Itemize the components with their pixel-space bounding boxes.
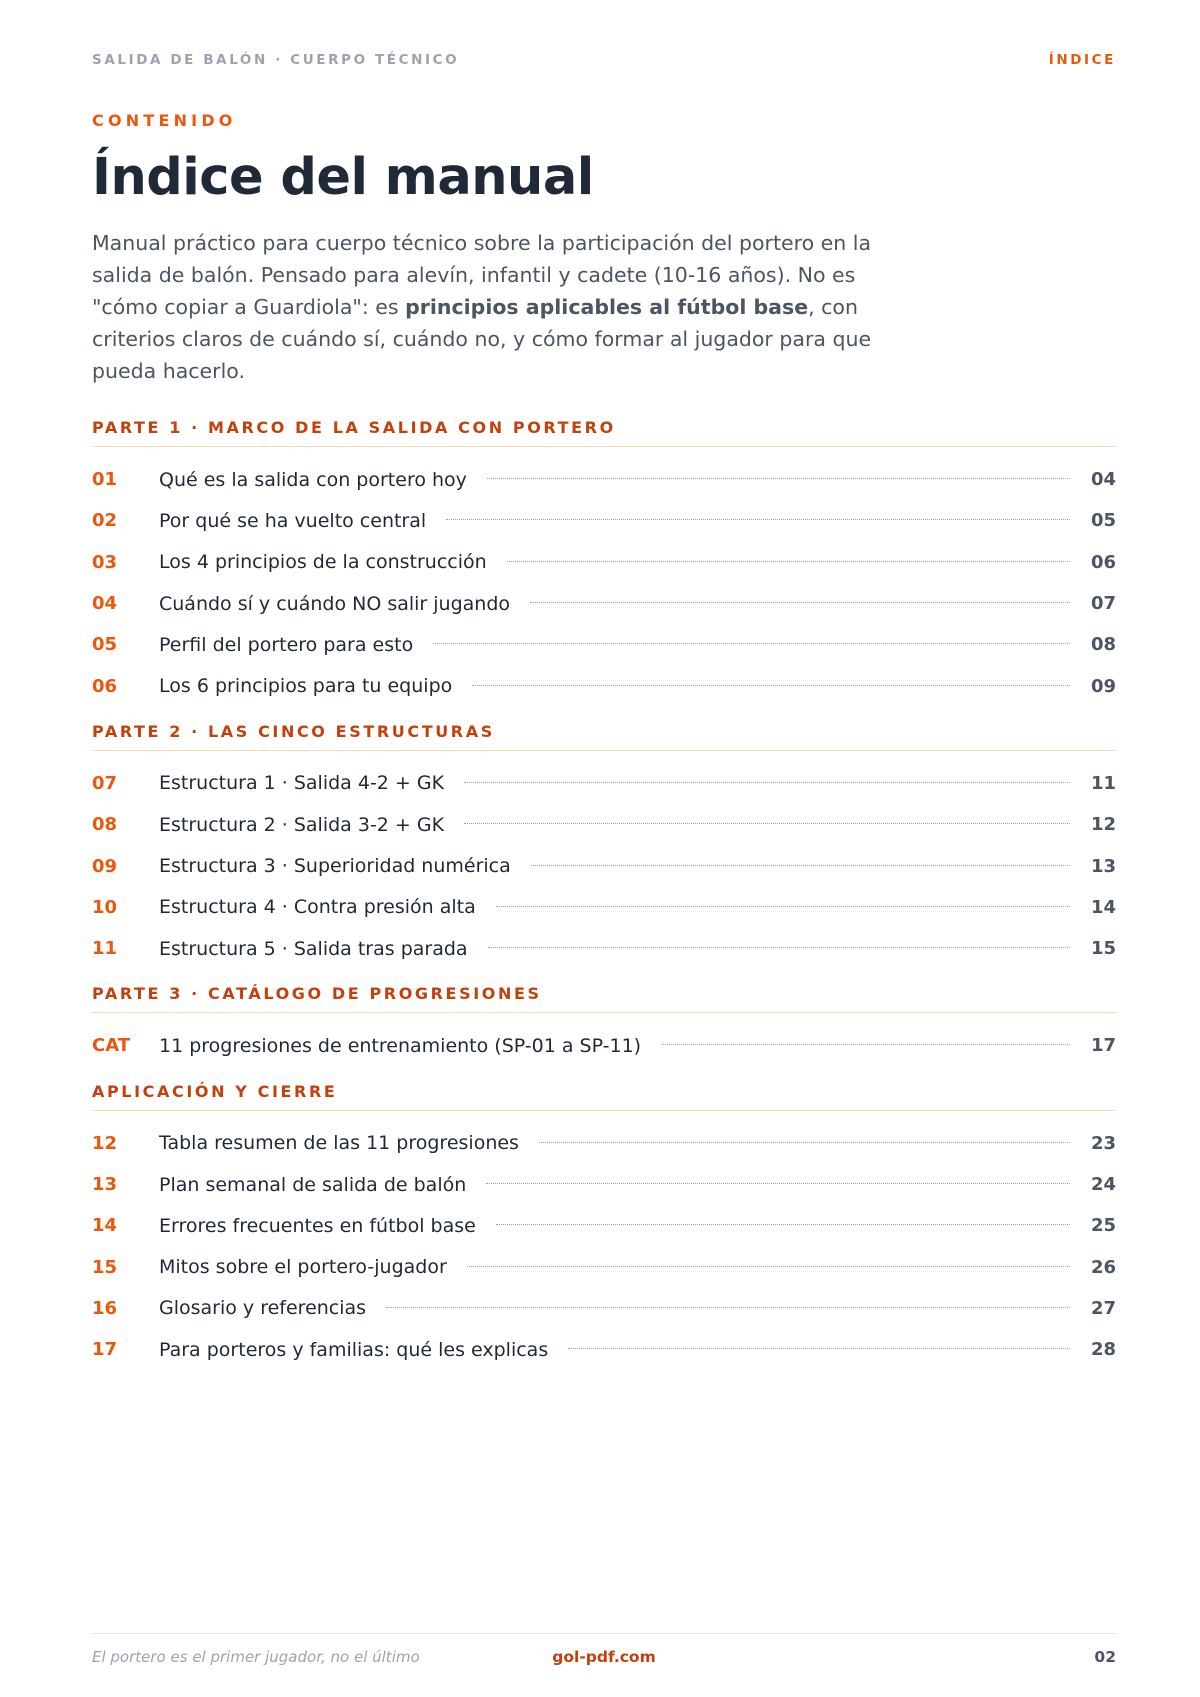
toc-section-heading: PARTE 3 · CATÁLOGO DE PROGRESIONES [92, 984, 1116, 1013]
toc-entry-page: 06 [1090, 551, 1116, 573]
toc-entry-number: 10 [92, 896, 118, 918]
intro-paragraph [92, 227, 922, 387]
toc-entry-number: 01 [92, 469, 118, 491]
toc-dot-leader [539, 1142, 1070, 1143]
toc-entry-number: 09 [92, 855, 118, 877]
toc-entry-number: 06 [92, 675, 118, 697]
toc-entry[interactable] [92, 1164, 1116, 1205]
toc-entry[interactable] [92, 459, 1116, 500]
toc-section-heading: PARTE 1 · MARCO DE LA SALIDA CON PORTERO [92, 418, 1116, 447]
eyebrow-label: CONTENIDO [92, 111, 237, 130]
toc-section [92, 418, 1116, 707]
footer-site-link[interactable]: gol-pdf.com [552, 1648, 656, 1666]
toc-entry-page: 05 [1090, 510, 1116, 532]
toc-entry[interactable] [92, 804, 1116, 845]
toc-entry-label: Perfil del portero para esto [159, 633, 414, 656]
toc-entry-label: Estructura 4 · Contra presión alta [159, 896, 476, 919]
toc-entry-page: 28 [1090, 1339, 1116, 1361]
toc-entry-number: 08 [92, 814, 118, 836]
toc-entry-page: 08 [1090, 634, 1116, 656]
footer-page-number: 02 [1094, 1648, 1116, 1666]
toc-entry-label: Los 4 principios de la construcción [159, 551, 487, 574]
toc-dot-leader [531, 865, 1070, 866]
toc-entry-label: Glosario y referencias [159, 1297, 367, 1320]
toc-dot-leader [487, 478, 1070, 479]
toc-entry[interactable] [92, 1205, 1116, 1246]
toc-entry[interactable] [92, 500, 1116, 541]
intro-text-bold: principios aplicables al fútbol base [405, 295, 809, 319]
toc-entry[interactable] [92, 1329, 1116, 1370]
intro-text-start: Manual práctico para cuerpo técnico sobre la participación del portero en la salida de balón. Pensado para alevín, infantil y cadete (10-16 años). No es "cómo copiar a Guardiola": es [92, 231, 872, 319]
toc-entry[interactable] [92, 928, 1116, 969]
running-header [92, 52, 1116, 68]
document-page [92, 0, 1116, 1697]
toc-entry[interactable] [92, 1288, 1116, 1329]
toc-dot-leader [530, 602, 1070, 603]
page-footer [92, 1633, 1116, 1666]
toc-dot-leader [568, 1348, 1070, 1349]
toc-entry[interactable] [92, 763, 1116, 804]
toc-entry[interactable] [92, 665, 1116, 706]
toc-dot-leader [486, 1183, 1070, 1184]
toc-entry-label: 11 progresiones de entrenamiento (SP-01 a SP-11) [159, 1034, 642, 1057]
toc-entry-label: Los 6 principios para tu equipo [159, 675, 453, 698]
toc-entry-label: Mitos sobre el portero-jugador [159, 1256, 447, 1279]
toc-entry-number: 05 [92, 634, 118, 656]
toc-entry-page: 23 [1090, 1132, 1116, 1154]
toc-entry[interactable] [92, 1123, 1116, 1164]
toc-entry-page: 13 [1090, 855, 1116, 877]
toc-entry-label: Estructura 2 · Salida 3-2 + GK [159, 813, 445, 836]
toc-dot-leader [464, 823, 1070, 824]
toc-entry[interactable] [92, 1246, 1116, 1287]
toc-section [92, 984, 1116, 1066]
footer-tagline: El portero es el primer jugador, no el último [92, 1648, 420, 1666]
toc-entry-number: 11 [92, 938, 118, 960]
toc-entry[interactable] [92, 583, 1116, 624]
toc-section [92, 722, 1116, 969]
toc-section [92, 1082, 1116, 1371]
toc-entry-page: 27 [1090, 1297, 1116, 1319]
toc-section-heading: APLICACIÓN Y CIERRE [92, 1082, 1116, 1111]
toc-dot-leader [472, 685, 1070, 686]
table-of-contents [92, 418, 1116, 1385]
toc-dot-leader [661, 1044, 1070, 1045]
toc-entry-label: Cuándo sí y cuándo NO salir jugando [159, 592, 511, 615]
toc-entry-label: Qué es la salida con portero hoy [159, 468, 467, 491]
toc-entry-page: 15 [1090, 938, 1116, 960]
toc-entry-label: Estructura 1 · Salida 4-2 + GK [159, 772, 445, 795]
intro-text-end: , con criterios claros de cuándo sí, cuándo no, y cómo formar al jugador para que pueda hacerlo. [92, 295, 872, 383]
toc-entry-page: 17 [1090, 1035, 1116, 1057]
toc-entry-number: 16 [92, 1297, 118, 1319]
toc-entry-page: 12 [1090, 814, 1116, 836]
toc-entry-page: 25 [1090, 1215, 1116, 1237]
toc-entry-page: 14 [1090, 896, 1116, 918]
toc-dot-leader [496, 906, 1070, 907]
toc-entry-number: 04 [92, 593, 118, 615]
toc-entry-number: 07 [92, 772, 118, 794]
toc-entry-page: 26 [1090, 1256, 1116, 1278]
toc-dot-leader [496, 1224, 1070, 1225]
toc-entry-number: 12 [92, 1132, 118, 1154]
toc-entry-number: 15 [92, 1256, 118, 1278]
toc-entry-page: 09 [1090, 675, 1116, 697]
running-header-title: SALIDA DE BALÓN · CUERPO TÉCNICO [92, 52, 460, 68]
toc-dot-leader [433, 643, 1070, 644]
toc-dot-leader [386, 1307, 1070, 1308]
toc-dot-leader [507, 561, 1070, 562]
toc-entry[interactable] [92, 542, 1116, 583]
toc-entry-number: 17 [92, 1339, 118, 1361]
toc-entry[interactable] [92, 887, 1116, 928]
toc-entry-label: Para porteros y familias: qué les explicas [159, 1338, 549, 1361]
toc-dot-leader [464, 782, 1070, 783]
toc-dot-leader [467, 1266, 1070, 1267]
toc-entry-page: 07 [1090, 593, 1116, 615]
toc-entry-label: Estructura 3 · Superioridad numérica [159, 855, 511, 878]
toc-entry-number: 13 [92, 1174, 118, 1195]
toc-entry[interactable] [92, 624, 1116, 665]
toc-entry[interactable] [92, 845, 1116, 886]
toc-entry-label: Por qué se ha vuelto central [159, 509, 427, 532]
toc-entry-number: 14 [92, 1215, 118, 1237]
toc-dot-leader [488, 947, 1070, 948]
toc-entry-page: 04 [1090, 469, 1116, 491]
toc-dot-leader [446, 519, 1070, 520]
toc-entry[interactable] [92, 1025, 1116, 1066]
toc-entry-number: CAT [92, 1035, 131, 1057]
running-header-section: ÍNDICE [1048, 52, 1116, 68]
toc-entry-label: Estructura 5 · Salida tras parada [159, 937, 468, 960]
toc-entry-label: Tabla resumen de las 11 progresiones [159, 1132, 519, 1155]
toc-entry-page: 11 [1090, 772, 1116, 794]
toc-entry-number: 03 [92, 551, 118, 573]
page-title: Índice del manual [92, 148, 594, 207]
toc-entry-label: Errores frecuentes en fútbol base [159, 1214, 476, 1237]
toc-entry-number: 02 [92, 510, 118, 532]
toc-entry-label: Plan semanal de salida de balón [159, 1173, 467, 1196]
toc-entry-page: 24 [1090, 1174, 1116, 1195]
toc-section-heading: PARTE 2 · LAS CINCO ESTRUCTURAS [92, 722, 1116, 751]
